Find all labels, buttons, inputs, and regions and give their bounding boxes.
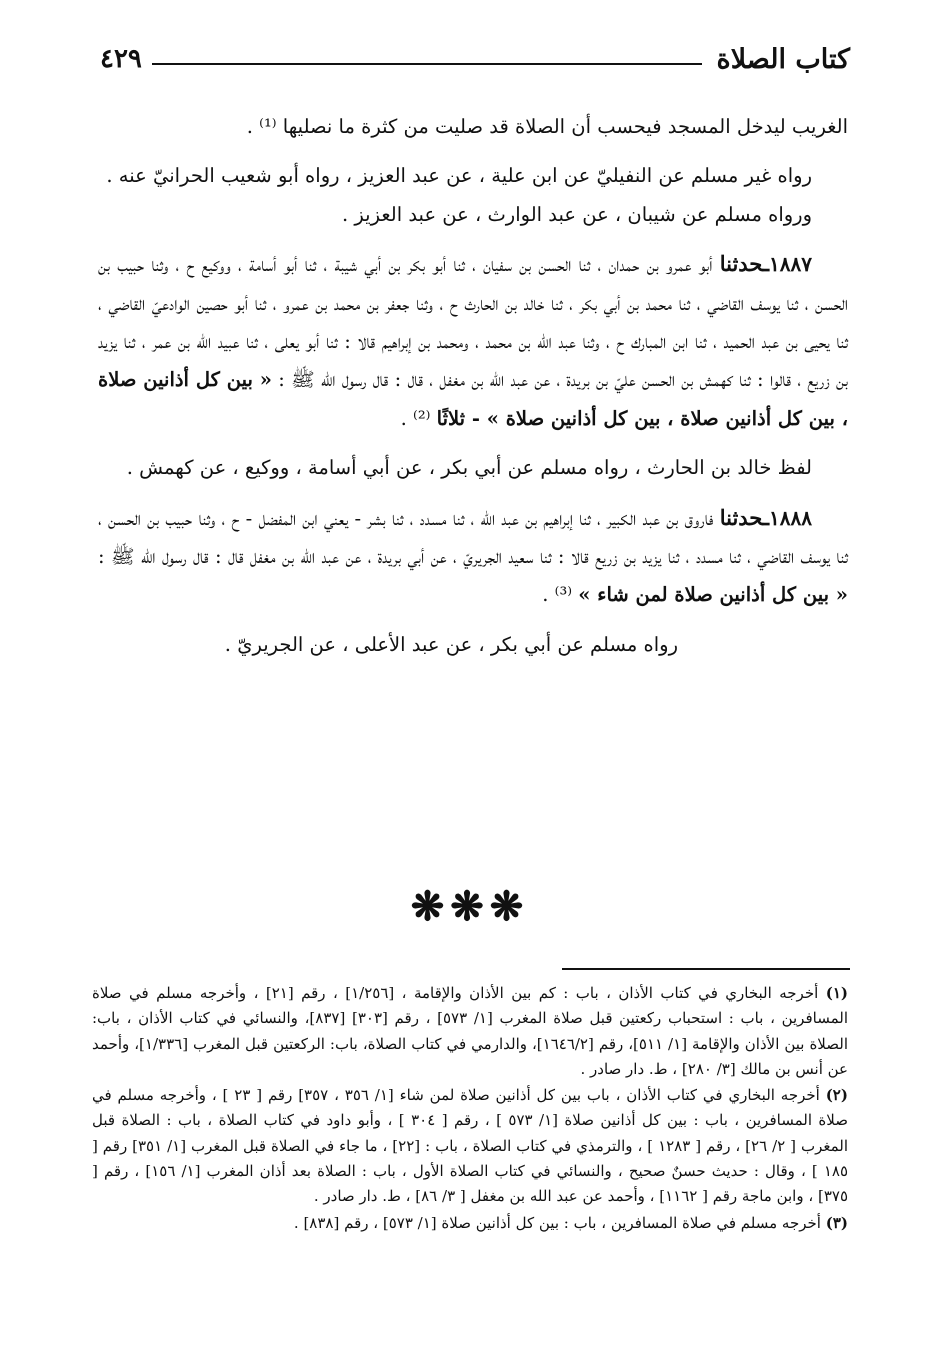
footnote-text: أخرجه البخاري في كتاب الأذان ، باب : كم بين الأذان والإقامة ، [١/٢٥٦] ، رقم [٢١] ، وأخرجه مسلم في صلاة المسافرين ، باب : استحباب ركعتين قبل صلاة المغرب [١/ ٥٧٣] ، رقم [٣٠٣] [٨٣٧]، والنسائي في كتاب الأذان ، باب: الصلاة بين الأذان والإقامة [١/ ٥١١]، رقم [١٦٤٦/٢]، والدارمي في كتاب الصلاة، باب: الركعتين قبل المغرب [١/٣٣٦]، وأحمد عن أنس بن مالك [٣/ ٢٨٠] ، ط. دار صادر . [92, 984, 848, 1078]
hadith-1888 [98, 499, 848, 615]
page-header [100, 44, 850, 84]
matn-text: « بين كل أذانين صلاة ، بين كل أذانين صلاة ، بين كل أذانين صلاة » - ثلاثًا [98, 368, 848, 430]
paragraph-lafz: لفظ خالد بن الحارث ، رواه مسلم عن أبي بكر ، عن أبي أسامة ، ووكيع ، عن كهمش . [126, 456, 812, 480]
footnote-rule [562, 968, 850, 970]
footnote-1 [92, 981, 848, 1082]
haddathana-label: ـحدثنا [719, 251, 770, 277]
footnote-text: أخرجه مسلم في صلاة المسافرين ، باب : بين كل أذانين صلاة [١/ ٥٧٣] ، رقم [٨٣٨] . [293, 1213, 821, 1232]
paragraph-riwaya-1: رواه غير مسلم عن النفيليّ عن ابن علية ، عن عبد العزيز ، رواه أبو شعيب الحرانيّ عنه . [106, 164, 812, 188]
isnad-text: أبو عمرو بن حمدان ، ثنا الحسن بن سفيان ، ثنا أبو بكر بن أبي شيبة ، ثنا أبو أسامة ، ووكيع ح ، وثنا حبيب بن الحسن ، ثنا يوسف القاضي ، ثنا محمد بن أبي بكر ، ثنا خالد بن الحارث ح ، وثنا جعفر بن محمد بن عمرو ، ثنا أبو حصين الوادعيّ القاضي ، ثنا يحيى بن عبد الحميد ، ثنا ابن المبارك ح ، وثنا عبد الله بن محمد ، ومحمد بن إبراهيم قالا : ثنا أبو يعلى ، ثنا عبيد الله بن عمر ، ثنا يزيد بن زريع ، قالوا : ثنا كهمش بن الحسن عليّ بن بريدة ، عن عبد الله بن مغفل ، قال : قال رسول الله ﷺ : [98, 253, 849, 392]
paragraph-riwaya-2: ورواه مسلم عن شيبان ، عن عبد الوارث ، عن عبد العزيز . [342, 202, 812, 226]
footnote-mark: (١) [825, 984, 848, 1002]
page-number: ٤٢٩ [100, 44, 142, 74]
isnad-text: فاروق بن عبد الكبير ، ثنا إبراهيم بن عبد الله ، ثنا مسدد ، ثنا بشر - يعني ابن المفضل - ح ، وثنا حبيب بن الحسن ، ثنا يوسف القاضي ، ثنا مسدد ، ثنا يزيد بن زريع قالا : ثنا سعيد الجريريّ ، عن أبي بريدة ، عن عبد الله بن مغفل قال : قال رسول الله ﷺ : [98, 506, 848, 569]
footnote-ref: ⁽²⁾ . [400, 406, 431, 430]
footnote-mark: (٢) [825, 1086, 848, 1105]
header-rule [152, 63, 702, 65]
hadith-number: ١٨٨٨ [769, 505, 812, 530]
paragraph-continuation: الغريب ليدخل المسجد فيحسب أن الصلاة قد صليت من كثرة ما نصليها ⁽¹⁾ . [246, 115, 848, 138]
footnote-2 [92, 1083, 848, 1209]
main-text [98, 108, 848, 675]
paragraph-riwaya-3: رواه مسلم عن أبي بكر ، عن عبد الأعلى ، عن الجريريّ . [224, 632, 678, 656]
footnote-3 [92, 1211, 848, 1236]
footnote-mark: (٣) [825, 1213, 848, 1232]
chapter-title: كتاب الصلاة [716, 44, 850, 75]
hadith-1887 [98, 245, 848, 438]
footnotes [92, 981, 848, 1237]
footnote-ref: ⁽³⁾ . [542, 583, 573, 607]
haddathana-label: ـحدثنا [719, 504, 770, 530]
section-separator-stars: ❋❋❋ [410, 883, 530, 930]
footnote-text: أخرجه البخاري في كتاب الأذان ، باب بين كل أذانين صلاة لمن شاء [١/ ٣٥٦ ، ٣٥٧] رقم [ ٢٣ ] ، وأخرجه مسلم في صلاة المسافرين ، باب : بين كل أذانين صلاة [١/ ٥٧٣ ] ، رقم [ ٣٠٤ ] ، وأبو داود في كتاب الصلاة ، باب : الصلاة قبل المغرب [ ٢/ ٢٦] ، رقم [ ١٢٨٣ ] ، والترمذي في كتاب الصلاة ، باب : [٢٢] ، ما جاء في الصلاة قبل المغرب [١/ ٣٥١] رقم [ ١٨٥ ] ، وقال : حديث حسنٌ صحيح ، والنسائي في كتاب الصلاة الأول ، باب : الصلاة بعد أذان المغرب [١/ ١٥٦] ، رقم [ ٣٧٥] ، وابن ماجة رقم [ ١١٦٢] ، وأحمد عن عبد الله بن مغفل [ ٣/ ٨٦] ، ط. دار صادر . [92, 1086, 849, 1206]
hadith-number: ١٨٨٧ [769, 252, 812, 277]
matn-text: « بين كل أذانين صلاة لمن شاء » [578, 583, 848, 607]
